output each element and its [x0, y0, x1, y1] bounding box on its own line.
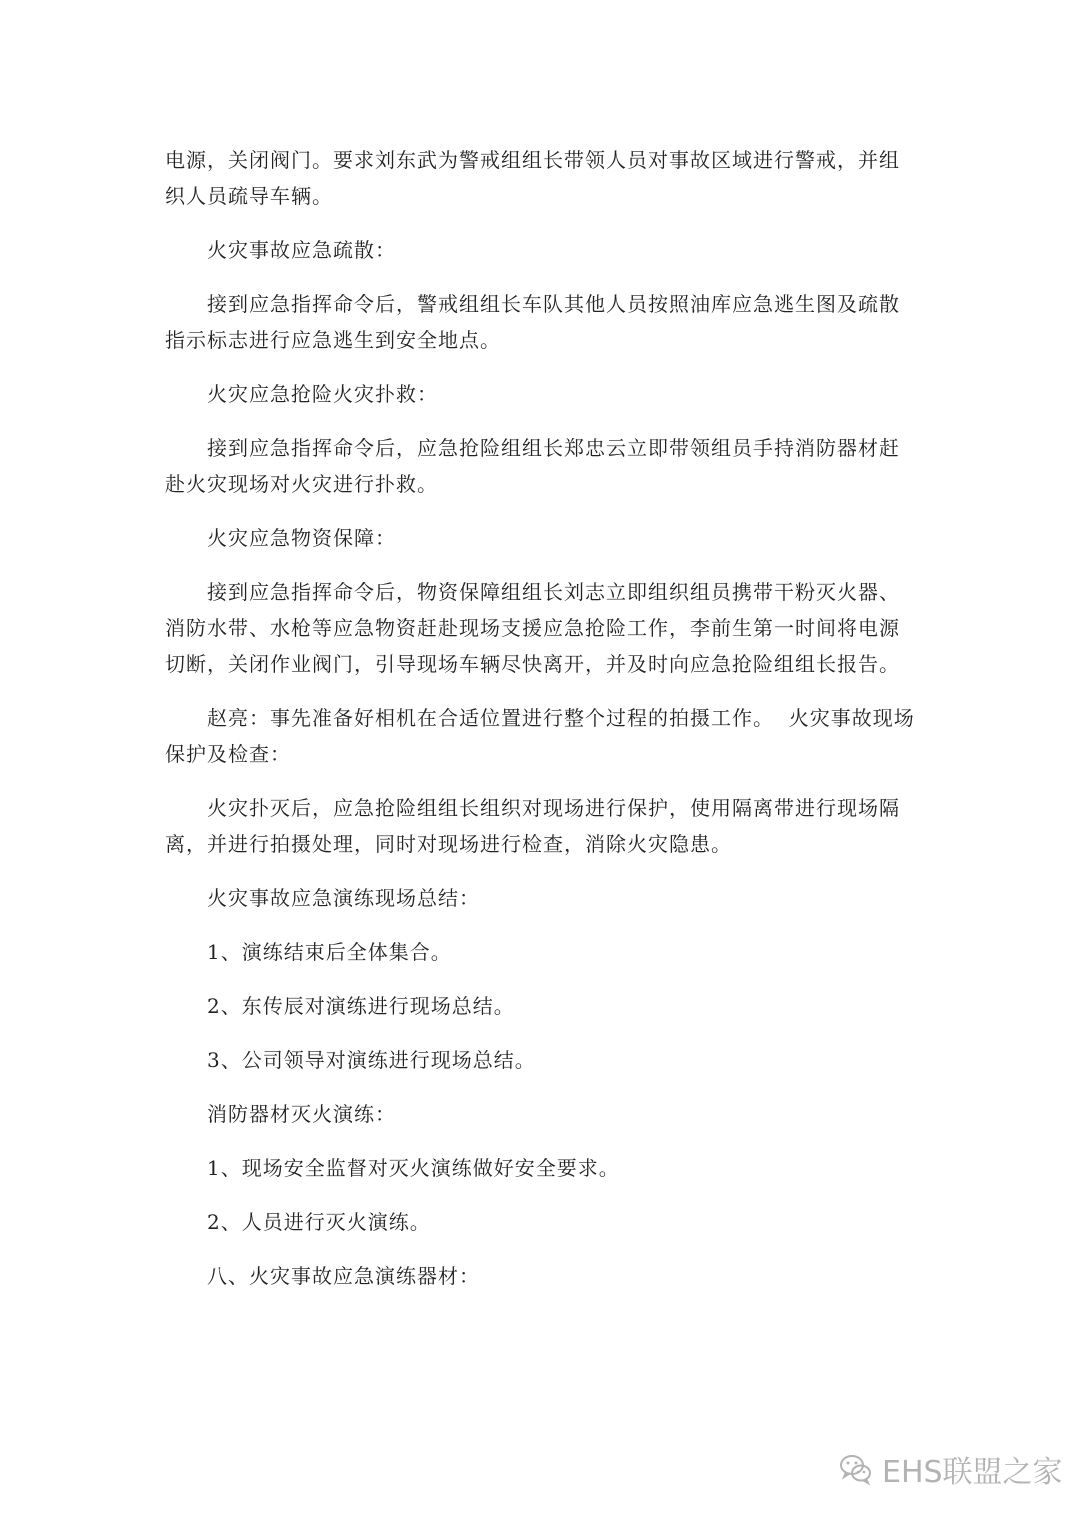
paragraph: 火灾扑灭后，应急抢险组组长组织对现场进行保护，使用隔离带进行现场隔离，并进行拍摄处理，同时对现场进行检查，消除火灾隐患。	[165, 796, 900, 856]
list-item: 1、演练结束后全体集合。	[207, 940, 452, 964]
list-item: 1、现场安全监督对灭火演练做好安全要求。	[207, 1156, 620, 1180]
section-heading: 火灾应急物资保障：	[207, 526, 396, 550]
section-heading: 火灾事故应急演练现场总结：	[207, 886, 480, 910]
document-body	[165, 142, 915, 1312]
list-item: 2、东传辰对演练进行现场总结。	[207, 994, 515, 1018]
paragraph: 赵亮：事先准备好相机在合适位置进行整个过程的拍摄工作。 火灾事故现场保护及检查：	[165, 706, 915, 766]
watermark-text: EHS联盟之家	[882, 1455, 1063, 1490]
list-item: 3、公司领导对演练进行现场总结。	[207, 1048, 536, 1072]
paragraph: 电源，关闭阀门。要求刘东武为警戒组组长带领人员对事故区域进行警戒，并组织人员疏导车辆。	[165, 148, 900, 208]
paragraph: 接到应急指挥命令后，物资保障组组长刘志立即组织组员携带干粉灭火器、消防水带、水枪等应急物资赶赴现场支援应急抢险工作，李前生第一时间将电源切断，关闭作业阀门，引导现场车辆尽快离开，并及时向应急抢险组组长报告。	[165, 580, 900, 676]
section-heading: 八、火灾事故应急演练器材：	[207, 1264, 480, 1288]
wechat-icon	[838, 1451, 874, 1487]
section-heading: 火灾应急抢险火灾扑救：	[207, 382, 438, 406]
section-heading: 消防器材灭火演练：	[207, 1102, 396, 1126]
paragraph: 接到应急指挥命令后，警戒组组长车队其他人员按照油库应急逃生图及疏散指示标志进行应急逃生到安全地点。	[165, 292, 900, 352]
paragraph: 接到应急指挥命令后，应急抢险组组长郑忠云立即带领组员手持消防器材赶赴火灾现场对火灾进行扑救。	[165, 436, 900, 496]
list-item: 2、人员进行灭火演练。	[207, 1210, 431, 1234]
watermark	[838, 1447, 1063, 1491]
section-heading: 火灾事故应急疏散：	[207, 238, 396, 262]
